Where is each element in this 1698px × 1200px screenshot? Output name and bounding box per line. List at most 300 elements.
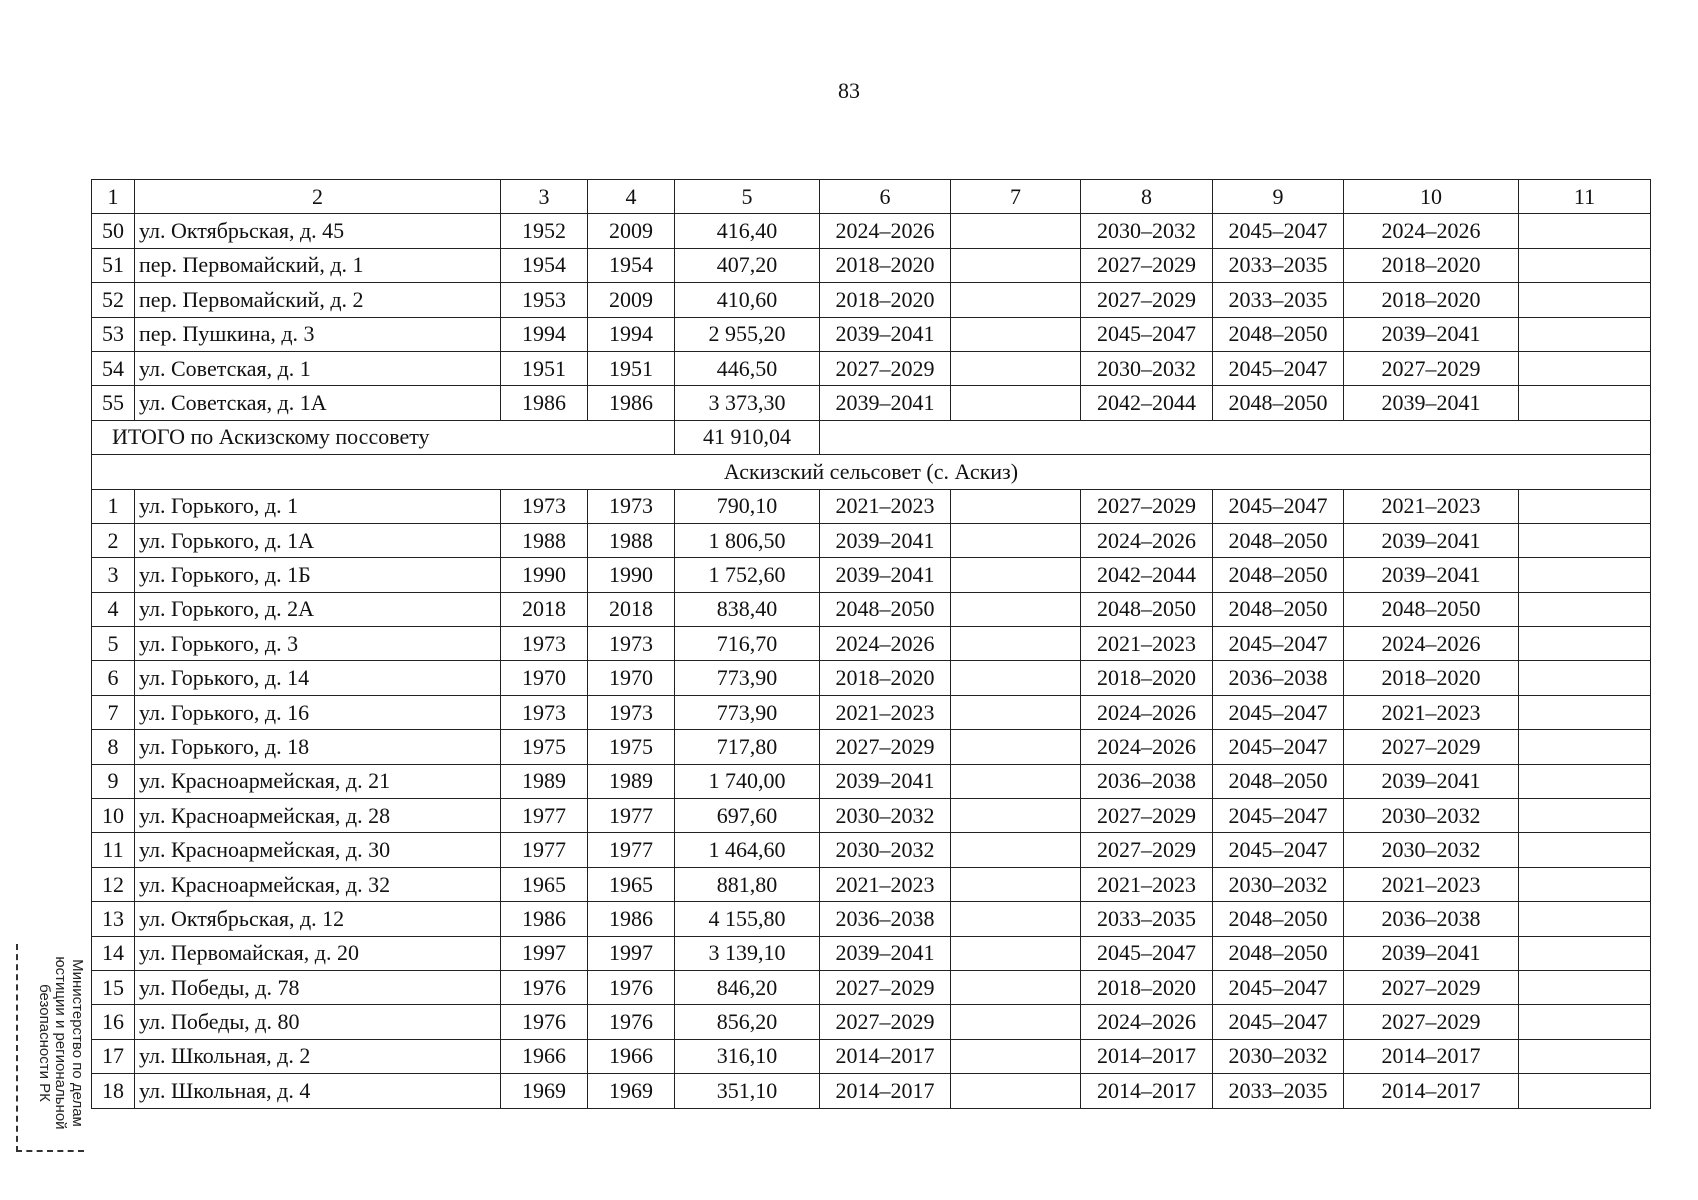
cell-col-5: 351,10: [675, 1074, 820, 1108]
column-header-1: 1: [92, 180, 135, 214]
row-number: 17: [92, 1039, 135, 1073]
cell-col-7: [951, 1074, 1081, 1108]
address-cell: ул. Октябрьская, д. 45: [135, 214, 501, 248]
cell-col-8: 2042–2044: [1081, 558, 1213, 592]
cell-col-6: 2039–2041: [820, 764, 951, 798]
cell-col-3: 1952: [501, 214, 588, 248]
row-number: 13: [92, 902, 135, 936]
cell-col-5: 846,20: [675, 970, 820, 1004]
cell-col-6: 2014–2017: [820, 1039, 951, 1073]
cell-col-5: 446,50: [675, 351, 820, 385]
cell-col-5: 697,60: [675, 799, 820, 833]
cell-col-6: 2027–2029: [820, 970, 951, 1004]
row-number: 9: [92, 764, 135, 798]
cell-col-9: 2045–2047: [1213, 214, 1344, 248]
cell-col-5: 773,90: [675, 695, 820, 729]
cell-col-11: [1519, 1005, 1651, 1039]
cell-col-10: 2039–2041: [1344, 523, 1519, 557]
cell-col-11: [1519, 489, 1651, 523]
cell-col-11: [1519, 661, 1651, 695]
table-row: [92, 592, 1651, 626]
cell-col-7: [951, 248, 1081, 282]
cell-col-11: [1519, 902, 1651, 936]
cell-col-7: [951, 1005, 1081, 1039]
cell-col-5: 2 955,20: [675, 317, 820, 351]
cell-col-10: 2018–2020: [1344, 283, 1519, 317]
total-row: [92, 420, 1651, 454]
cell-col-7: [951, 627, 1081, 661]
cell-col-6: 2027–2029: [820, 730, 951, 764]
column-header-3: 3: [501, 180, 588, 214]
cell-col-7: [951, 764, 1081, 798]
cell-col-6: 2021–2023: [820, 695, 951, 729]
cell-col-5: 1 464,60: [675, 833, 820, 867]
row-number: 14: [92, 936, 135, 970]
column-header-7: 7: [951, 180, 1081, 214]
cell-col-7: [951, 695, 1081, 729]
cell-col-8: 2018–2020: [1081, 970, 1213, 1004]
address-cell: ул. Победы, д. 78: [135, 970, 501, 1004]
table-row: [92, 523, 1651, 557]
cell-col-3: 1970: [501, 661, 588, 695]
cell-col-3: 2018: [501, 592, 588, 626]
cell-col-7: [951, 558, 1081, 592]
address-cell: пер. Пушкина, д. 3: [135, 317, 501, 351]
cell-col-3: 1966: [501, 1039, 588, 1073]
address-cell: ул. Победы, д. 80: [135, 1005, 501, 1039]
cell-col-4: 1977: [588, 833, 675, 867]
cell-col-7: [951, 902, 1081, 936]
cell-col-7: [951, 661, 1081, 695]
address-cell: ул. Горького, д. 1: [135, 489, 501, 523]
cell-col-9: 2045–2047: [1213, 351, 1344, 385]
address-cell: пер. Первомайский, д. 2: [135, 283, 501, 317]
cell-col-3: 1951: [501, 351, 588, 385]
cell-col-11: [1519, 1074, 1651, 1108]
cell-col-6: 2027–2029: [820, 351, 951, 385]
table-row: [92, 1005, 1651, 1039]
cell-col-6: 2018–2020: [820, 661, 951, 695]
cell-col-9: 2045–2047: [1213, 695, 1344, 729]
cell-col-8: 2027–2029: [1081, 799, 1213, 833]
cell-col-4: 1969: [588, 1074, 675, 1108]
cell-col-7: [951, 523, 1081, 557]
column-number-row: [92, 180, 1651, 214]
stamp-line-1: Министерство по делам: [69, 959, 86, 1127]
cell-col-11: [1519, 248, 1651, 282]
cell-col-11: [1519, 730, 1651, 764]
cell-col-4: 1954: [588, 248, 675, 282]
cell-col-6: 2021–2023: [820, 867, 951, 901]
cell-col-8: 2045–2047: [1081, 317, 1213, 351]
stamp-text: [19, 943, 85, 1143]
cell-col-10: 2021–2023: [1344, 867, 1519, 901]
cell-col-10: 2018–2020: [1344, 248, 1519, 282]
cell-col-9: 2048–2050: [1213, 523, 1344, 557]
cell-col-10: 2039–2041: [1344, 317, 1519, 351]
column-header-5: 5: [675, 180, 820, 214]
cell-col-4: 2018: [588, 592, 675, 626]
table-row: [92, 970, 1651, 1004]
cell-col-4: 1973: [588, 695, 675, 729]
cell-col-3: 1986: [501, 902, 588, 936]
cell-col-3: 1988: [501, 523, 588, 557]
cell-col-6: 2027–2029: [820, 1005, 951, 1039]
cell-col-11: [1519, 351, 1651, 385]
cell-col-11: [1519, 386, 1651, 420]
cell-col-7: [951, 317, 1081, 351]
cell-col-11: [1519, 558, 1651, 592]
cell-col-4: 1966: [588, 1039, 675, 1073]
cell-col-9: 2045–2047: [1213, 970, 1344, 1004]
cell-col-8: 2024–2026: [1081, 523, 1213, 557]
cell-col-6: 2024–2026: [820, 627, 951, 661]
cell-col-6: 2030–2032: [820, 833, 951, 867]
cell-col-11: [1519, 317, 1651, 351]
cell-col-11: [1519, 283, 1651, 317]
cell-col-8: 2042–2044: [1081, 386, 1213, 420]
table-row: [92, 730, 1651, 764]
row-number: 5: [92, 627, 135, 661]
column-header-2: 2: [135, 180, 501, 214]
cell-col-8: 2024–2026: [1081, 1005, 1213, 1039]
cell-col-4: 1976: [588, 970, 675, 1004]
column-header-8: 8: [1081, 180, 1213, 214]
row-number: 52: [92, 283, 135, 317]
cell-col-10: 2024–2026: [1344, 627, 1519, 661]
cell-col-8: 2030–2032: [1081, 214, 1213, 248]
cell-col-4: 1976: [588, 1005, 675, 1039]
cell-col-3: 1997: [501, 936, 588, 970]
cell-col-10: 2021–2023: [1344, 489, 1519, 523]
table-row: [92, 317, 1651, 351]
table-row: [92, 351, 1651, 385]
cell-col-9: 2030–2032: [1213, 867, 1344, 901]
column-header-4: 4: [588, 180, 675, 214]
cell-col-8: 2045–2047: [1081, 936, 1213, 970]
cell-col-3: 1954: [501, 248, 588, 282]
cell-col-11: [1519, 214, 1651, 248]
cell-col-6: 2039–2041: [820, 558, 951, 592]
cell-col-11: [1519, 764, 1651, 798]
cell-col-7: [951, 936, 1081, 970]
address-cell: ул. Горького, д. 1Б: [135, 558, 501, 592]
cell-col-10: 2027–2029: [1344, 970, 1519, 1004]
cell-col-4: 1988: [588, 523, 675, 557]
registration-stamp: [16, 944, 84, 1152]
column-header-6: 6: [820, 180, 951, 214]
table-row: [92, 248, 1651, 282]
cell-col-5: 1 806,50: [675, 523, 820, 557]
cell-col-10: 2039–2041: [1344, 936, 1519, 970]
page-number: 83: [838, 78, 860, 103]
cell-col-11: [1519, 523, 1651, 557]
cell-col-10: 2018–2020: [1344, 661, 1519, 695]
cell-col-4: 1951: [588, 351, 675, 385]
cell-col-7: [951, 1039, 1081, 1073]
cell-col-9: 2033–2035: [1213, 1074, 1344, 1108]
table-row: [92, 867, 1651, 901]
cell-col-8: 2018–2020: [1081, 661, 1213, 695]
cell-col-8: 2027–2029: [1081, 489, 1213, 523]
cell-col-4: 1989: [588, 764, 675, 798]
table-row: [92, 1074, 1651, 1108]
cell-col-4: 2009: [588, 214, 675, 248]
cell-col-5: 3 139,10: [675, 936, 820, 970]
address-cell: ул. Красноармейская, д. 21: [135, 764, 501, 798]
cell-col-9: 2048–2050: [1213, 317, 1344, 351]
cell-col-10: 2021–2023: [1344, 695, 1519, 729]
cell-col-5: 416,40: [675, 214, 820, 248]
cell-col-8: 2024–2026: [1081, 695, 1213, 729]
cell-col-8: 2027–2029: [1081, 833, 1213, 867]
table-row: [92, 661, 1651, 695]
cell-col-8: 2027–2029: [1081, 283, 1213, 317]
cell-col-11: [1519, 833, 1651, 867]
cell-col-7: [951, 283, 1081, 317]
cell-col-11: [1519, 799, 1651, 833]
cell-col-6: 2030–2032: [820, 799, 951, 833]
cell-col-5: 4 155,80: [675, 902, 820, 936]
cell-col-6: 2039–2041: [820, 386, 951, 420]
cell-col-10: 2048–2050: [1344, 592, 1519, 626]
cell-col-5: 1 752,60: [675, 558, 820, 592]
cell-col-3: 1973: [501, 627, 588, 661]
table-row: [92, 1039, 1651, 1073]
cell-col-6: 2039–2041: [820, 936, 951, 970]
cell-col-6: 2018–2020: [820, 283, 951, 317]
cell-col-5: 790,10: [675, 489, 820, 523]
cell-col-3: 1953: [501, 283, 588, 317]
cell-col-5: 717,80: [675, 730, 820, 764]
total-empty-cell: [820, 420, 1651, 454]
cell-col-8: 2048–2050: [1081, 592, 1213, 626]
table-row: [92, 902, 1651, 936]
cell-col-3: 1975: [501, 730, 588, 764]
section-title: Аскизский сельсовет (с. Аскиз): [92, 455, 1651, 489]
table-row: [92, 936, 1651, 970]
cell-col-10: 2014–2017: [1344, 1039, 1519, 1073]
cell-col-10: 2027–2029: [1344, 730, 1519, 764]
cell-col-11: [1519, 695, 1651, 729]
cell-col-7: [951, 592, 1081, 626]
address-cell: пер. Первомайский, д. 1: [135, 248, 501, 282]
cell-col-5: 881,80: [675, 867, 820, 901]
section-row: [92, 455, 1651, 489]
cell-col-9: 2048–2050: [1213, 558, 1344, 592]
address-cell: ул. Горького, д. 3: [135, 627, 501, 661]
cell-col-4: 1973: [588, 627, 675, 661]
table-row: [92, 283, 1651, 317]
cell-col-7: [951, 867, 1081, 901]
cell-col-5: 838,40: [675, 592, 820, 626]
cell-col-10: 2014–2017: [1344, 1074, 1519, 1108]
cell-col-4: 2009: [588, 283, 675, 317]
table-row: [92, 764, 1651, 798]
cell-col-3: 1989: [501, 764, 588, 798]
cell-col-10: 2027–2029: [1344, 351, 1519, 385]
table-row: [92, 799, 1651, 833]
row-number: 6: [92, 661, 135, 695]
address-cell: ул. Октябрьская, д. 12: [135, 902, 501, 936]
cell-col-10: 2027–2029: [1344, 1005, 1519, 1039]
table-row: [92, 833, 1651, 867]
cell-col-4: 1973: [588, 489, 675, 523]
cell-col-9: 2048–2050: [1213, 592, 1344, 626]
address-cell: ул. Красноармейская, д. 32: [135, 867, 501, 901]
cell-col-7: [951, 799, 1081, 833]
cell-col-3: 1973: [501, 695, 588, 729]
cell-col-3: 1977: [501, 799, 588, 833]
cell-col-10: 2039–2041: [1344, 764, 1519, 798]
cell-col-5: 3 373,30: [675, 386, 820, 420]
cell-col-6: 2014–2017: [820, 1074, 951, 1108]
cell-col-4: 1990: [588, 558, 675, 592]
cell-col-9: 2045–2047: [1213, 489, 1344, 523]
cell-col-11: [1519, 627, 1651, 661]
table-row: [92, 627, 1651, 661]
cell-col-6: 2039–2041: [820, 523, 951, 557]
cell-col-8: 2033–2035: [1081, 902, 1213, 936]
cell-col-11: [1519, 1039, 1651, 1073]
cell-col-6: 2048–2050: [820, 592, 951, 626]
cell-col-8: 2021–2023: [1081, 627, 1213, 661]
table-row: [92, 489, 1651, 523]
cell-col-8: 2024–2026: [1081, 730, 1213, 764]
cell-col-11: [1519, 592, 1651, 626]
cell-col-3: 1965: [501, 867, 588, 901]
cell-col-6: 2024–2026: [820, 214, 951, 248]
cell-col-3: 1976: [501, 1005, 588, 1039]
cell-col-8: 2027–2029: [1081, 248, 1213, 282]
cell-col-7: [951, 970, 1081, 1004]
cell-col-8: 2030–2032: [1081, 351, 1213, 385]
cell-col-6: 2018–2020: [820, 248, 951, 282]
cell-col-11: [1519, 970, 1651, 1004]
cell-col-9: 2030–2032: [1213, 1039, 1344, 1073]
address-cell: ул. Первомайская, д. 20: [135, 936, 501, 970]
address-cell: ул. Горького, д. 16: [135, 695, 501, 729]
cell-col-4: 1986: [588, 386, 675, 420]
cell-col-9: 2045–2047: [1213, 730, 1344, 764]
cell-col-9: 2048–2050: [1213, 902, 1344, 936]
cell-col-7: [951, 833, 1081, 867]
column-header-10: 10: [1344, 180, 1519, 214]
row-number: 15: [92, 970, 135, 1004]
row-number: 11: [92, 833, 135, 867]
cell-col-5: 716,70: [675, 627, 820, 661]
cell-col-9: 2036–2038: [1213, 661, 1344, 695]
cell-col-8: 2014–2017: [1081, 1074, 1213, 1108]
address-cell: ул. Горького, д. 1А: [135, 523, 501, 557]
cell-col-7: [951, 489, 1081, 523]
cell-col-4: 1977: [588, 799, 675, 833]
table-row: [92, 214, 1651, 248]
cell-col-7: [951, 730, 1081, 764]
cell-col-4: 1970: [588, 661, 675, 695]
cell-col-6: 2036–2038: [820, 902, 951, 936]
row-number: 18: [92, 1074, 135, 1108]
cell-col-5: 773,90: [675, 661, 820, 695]
row-number: 8: [92, 730, 135, 764]
cell-col-9: 2048–2050: [1213, 936, 1344, 970]
address-cell: ул. Красноармейская, д. 30: [135, 833, 501, 867]
cell-col-9: 2045–2047: [1213, 627, 1344, 661]
cell-col-6: 2021–2023: [820, 489, 951, 523]
row-number: 10: [92, 799, 135, 833]
cell-col-8: 2036–2038: [1081, 764, 1213, 798]
cell-col-3: 1973: [501, 489, 588, 523]
cell-col-11: [1519, 936, 1651, 970]
cell-col-10: 2024–2026: [1344, 214, 1519, 248]
row-number: 55: [92, 386, 135, 420]
cell-col-8: 2021–2023: [1081, 867, 1213, 901]
address-cell: ул. Школьная, д. 4: [135, 1074, 501, 1108]
cell-col-9: 2048–2050: [1213, 386, 1344, 420]
cell-col-4: 1965: [588, 867, 675, 901]
address-cell: ул. Красноармейская, д. 28: [135, 799, 501, 833]
cell-col-8: 2014–2017: [1081, 1039, 1213, 1073]
cell-col-3: 1977: [501, 833, 588, 867]
total-value: 41 910,04: [675, 420, 820, 454]
address-cell: ул. Горького, д. 18: [135, 730, 501, 764]
total-label: ИТОГО по Аскизскому поссовету: [92, 420, 675, 454]
cell-col-5: 1 740,00: [675, 764, 820, 798]
row-number: 3: [92, 558, 135, 592]
address-cell: ул. Горького, д. 2А: [135, 592, 501, 626]
row-number: 12: [92, 867, 135, 901]
cell-col-9: 2045–2047: [1213, 799, 1344, 833]
cell-col-3: 1994: [501, 317, 588, 351]
cell-col-5: 407,20: [675, 248, 820, 282]
cell-col-5: 856,20: [675, 1005, 820, 1039]
cell-col-4: 1994: [588, 317, 675, 351]
cell-col-7: [951, 214, 1081, 248]
row-number: 1: [92, 489, 135, 523]
cell-col-9: 2033–2035: [1213, 283, 1344, 317]
cell-col-3: 1976: [501, 970, 588, 1004]
cell-col-10: 2039–2041: [1344, 558, 1519, 592]
address-cell: ул. Советская, д. 1А: [135, 386, 501, 420]
cell-col-5: 410,60: [675, 283, 820, 317]
cell-col-10: 2039–2041: [1344, 386, 1519, 420]
cell-col-4: 1975: [588, 730, 675, 764]
cell-col-9: 2033–2035: [1213, 248, 1344, 282]
cell-col-9: 2045–2047: [1213, 1005, 1344, 1039]
stamp-line-2: юстиции и региональной: [52, 956, 70, 1130]
row-number: 50: [92, 214, 135, 248]
cell-col-6: 2039–2041: [820, 317, 951, 351]
row-number: 16: [92, 1005, 135, 1039]
cell-col-3: 1990: [501, 558, 588, 592]
cell-col-4: 1986: [588, 902, 675, 936]
row-number: 7: [92, 695, 135, 729]
table-row: [92, 386, 1651, 420]
cell-col-5: 316,10: [675, 1039, 820, 1073]
cell-col-9: 2045–2047: [1213, 833, 1344, 867]
row-number: 2: [92, 523, 135, 557]
row-number: 4: [92, 592, 135, 626]
address-cell: ул. Школьная, д. 2: [135, 1039, 501, 1073]
column-header-11: 11: [1519, 180, 1651, 214]
cell-col-3: 1986: [501, 386, 588, 420]
housing-schedule-table: [91, 179, 1651, 1109]
cell-col-10: 2030–2032: [1344, 833, 1519, 867]
stamp-line-3: безопасности РК: [36, 984, 53, 1102]
address-cell: ул. Советская, д. 1: [135, 351, 501, 385]
cell-col-3: 1969: [501, 1074, 588, 1108]
address-cell: ул. Горького, д. 14: [135, 661, 501, 695]
